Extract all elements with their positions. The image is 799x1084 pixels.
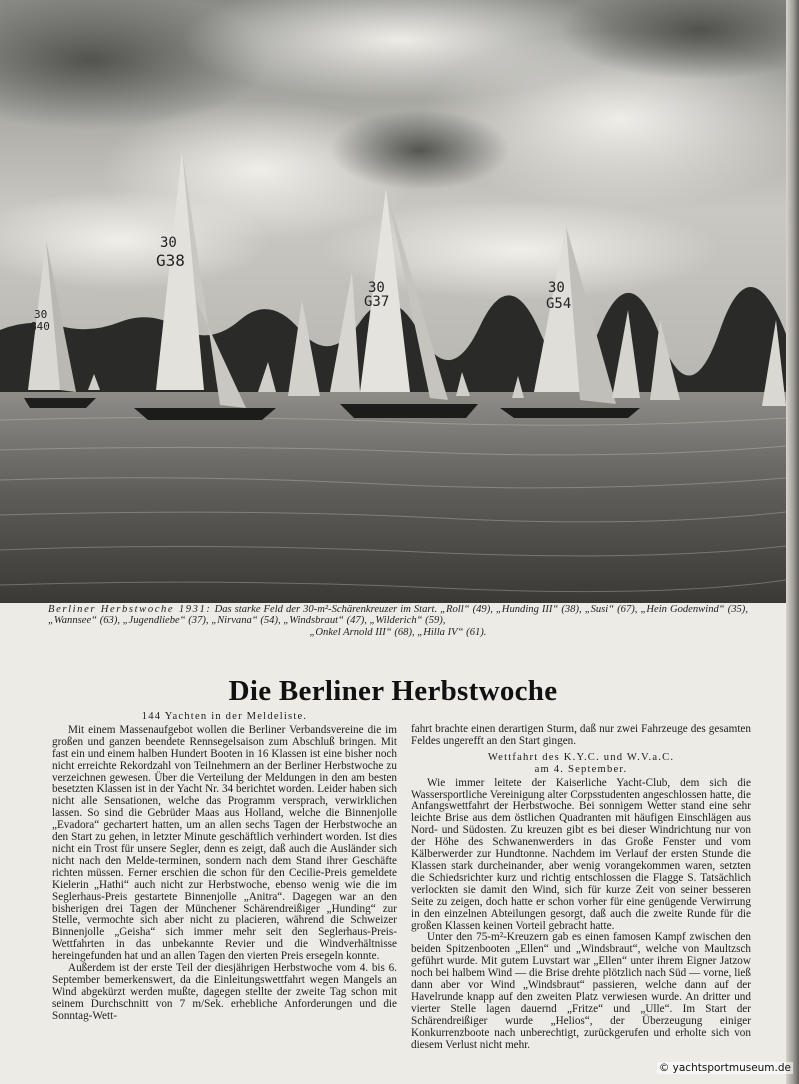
paragraph: Unter den 75-m²-Kreuzern gab es einen famosen Kampf zwischen den beiden Spitzenbooten „Ellen“ und „Windsbraut“, welche von Maultzsch geführt wurde. Mit gutem Luvstart war „Ellen“ unter ihrem Eigner Jatzow noch bei halbem Wind — die Brise drehte plötzlich nach Süd — vorne, ließ dann aber vor Wind „Windsbraut“ passieren, welche dann auf der Havelrunde knapp auf den zweiten Platz verwiesen wurde. An dritter und vierter Stelle lagen dauernd „Fritze“ und „Ulle“. Im Start der Schärendreißiger wurde „Helios“, der Überzeugung einiger Konkurrenzboote nach unberechtigt, zurückgerufen und erholte sich von diesem Verlust nicht mehr. bbox=[411, 931, 751, 1051]
svg-text:G38: G38 bbox=[156, 251, 185, 270]
subheading-wettfahrt: Wettfahrt des K.Y.C. und W.V.a.C. bbox=[487, 751, 675, 763]
subheading-date: am 4. September. bbox=[534, 763, 628, 775]
watermark: © yachtsportmuseum.de bbox=[658, 1062, 791, 1074]
subheading-meldeliste: 144 Yachten in der Meldeliste. bbox=[141, 711, 308, 722]
svg-text:30: 30 bbox=[34, 308, 48, 321]
caption-lead: Berliner Herbstwoche 1931: bbox=[48, 604, 212, 615]
svg-text:G54: G54 bbox=[546, 296, 572, 312]
svg-text:30: 30 bbox=[368, 280, 385, 296]
svg-text:G37: G37 bbox=[364, 294, 390, 310]
paragraph: fahrt brachte einen derartigen Sturm, daß nur zwei Fahrzeuge des gesamten Feldes ungerefft an den Start gingen. bbox=[411, 723, 751, 747]
caption-line-2: „Susi“ (67), „Hein Godenwind“ (35), „Wannsee“ (63), „Jugendliebe“ (37), „Nirvana“ (54), „Windsbraut“ (47), „Wilderich“ (59), bbox=[48, 604, 748, 627]
article-column-left bbox=[52, 711, 397, 1023]
article-title: Die Berliner Herbstwoche bbox=[228, 675, 558, 707]
svg-text:30: 30 bbox=[548, 280, 565, 296]
paragraph: Wie immer leitete der Kaiserliche Yacht-Club, dem sich die Wassersportliche Vereinigung alter Corpsstudenten angeschlossen hatte, die Anfangswettfahrt der Herbstwoche. Bei sonnigem Wetter stand eine sehr leichte Brise aus dem östlichen Quadranten mit häufigen Einschlägen aus Nord- und Südosten. Zu kreuzen gibt es bei dieser Windrichtung nur von der Höhe des Schwanenwerders in das Große Fenster und vom Kälberwerder zur Hundtonne. Nachdem im Verlauf der ersten Stunde die Klassen stark durcheinander, aber wenig vorangekommen waren, setzten die Schiedsrichter kurz und richtig entschlossen die Flagge S. Tatsächlich verlockten sie damit den Wind, sich für kurze Zeit von seiner besseren Seite zu zeigen, doch hatte er schon vorher für eine genügende Verwirrung in den einzelnen Abteilungen gesorgt, daß auch die zweite Runde für die großen Klassen keinen Vorteil gebracht hatte. bbox=[411, 776, 751, 932]
caption-line-1: Das starke Feld der 30-m²-Schärenkreuzer im Start. „Roll“ (49), „Hunding III“ (38), bbox=[214, 604, 582, 615]
photo-caption bbox=[48, 604, 748, 638]
paragraph: Außerdem ist der erste Teil der diesjährigen Herbstwoche vom 4. bis 6. September bemerkenswert, da die Einleitungswettfahrt wegen Mangels an Wind abgekürzt werden mußte, dagegen stellte der zweite Tag schon mit seinem Durchschnitt von 7 m/Sek. erhebliche Anforderungen und die Sonntag-Wett- bbox=[52, 962, 397, 1022]
paragraph: Mit einem Massenaufgebot wollen die Berliner Verbandsvereine die im großen und ganzen beendete Rennsegelsaison zum Abschluß bringen. Mit fast ein und einem halben Hundert Booten in 16 Klassen ist eine bisher noch nicht erreichte Rekordzahl von Teilnehmern an der Berliner Herbstwoche zu verzeichnen gewesen. Über die Verteilung der Meldungen in den am besten besetzten Klassen ist in der Yacht Nr. 34 berichtet worden. Leider haben sich nicht alle Sensationen, welche das Programm versprach, verwirklichen lassen. So sind die Gebrüder Maas aus Holland, welche die Binnenjolle „Evadora“ gechartert hatten, um an allen sechs Tagen der Herbstwoche an den Start zu gehen, in letzter Minute geschäftlich verhindert worden. Ist dies nicht ein Trost für unsere Segler, denn es zeigt, daß auch die Ausländer sich nicht nach den Melde-terminen, sondern nach dem Stand ihrer Geschäfte richten müssen. Ferner erschien die schon für den Cecilie-Preis gemeldete Kielerin „Hathi“ auch nicht zur Herbstwoche, ebenso wenig wie die im Seglerhaus-Preis gestartete Binnenjolle „Anitra“. Dagegen war an den bisherigen drei Tagen der Münchener Schärendreißiger „Hunding“ zur Stelle, vermochte sich aber nicht zu placieren, während die Schweizer Binnenjolle „Geisha“ sich immer mehr seit den Seglerhaus-Preis-Wettfahrten in das unbekannte Revier und die Windverhältnisse hereingefunden hat und an allen Tagen den vierten Preis ersegeln konnte. bbox=[52, 723, 397, 963]
svg-text:G40: G40 bbox=[30, 320, 50, 333]
caption-line-3: „Onkel Arnold III“ (68), „Hilla IV“ (61). bbox=[309, 626, 487, 638]
article-column-right bbox=[411, 724, 751, 1051]
page-edge bbox=[786, 0, 799, 1084]
svg-text:30: 30 bbox=[160, 235, 177, 251]
